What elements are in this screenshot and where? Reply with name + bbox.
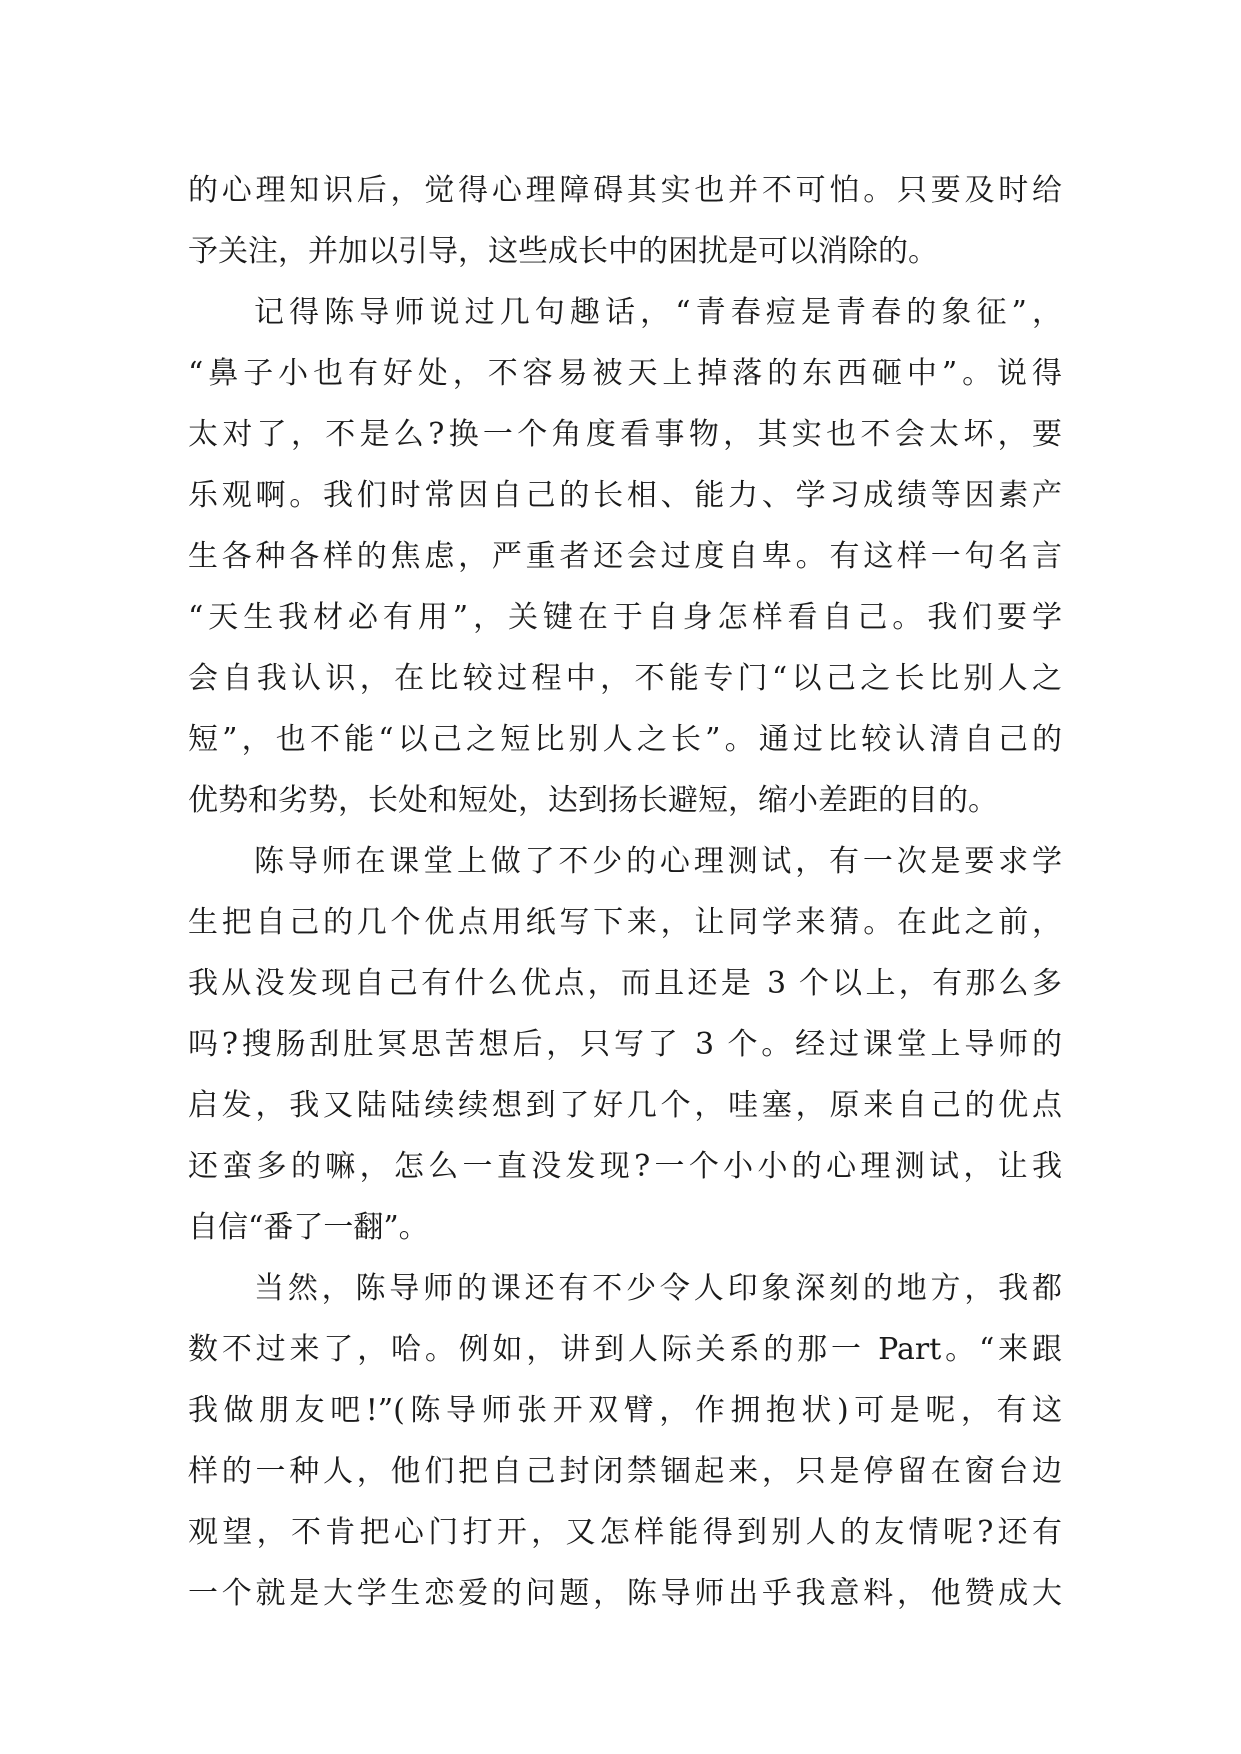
text-line: 优势和劣势，长处和短处，达到扬长避短，缩小差距的目的。	[188, 783, 998, 818]
text-line: 生各种各样的焦虑，严重者还会过度自卑。有这样一句名言	[188, 539, 1062, 574]
text-line: 乐观啊。我们时常因自己的长相、能力、学习成绩等因素产	[188, 478, 1062, 513]
text-line: 太对了，不是么?换一个角度看事物，其实也不会太坏，要	[188, 417, 1062, 452]
text-line: 会自我认识，在比较过程中，不能专门“以己之长比别人之	[188, 661, 1062, 696]
text-line: 样的一种人，他们把自己封闭禁锢起来，只是停留在窗台边	[188, 1454, 1062, 1489]
text-line: 生把自己的几个优点用纸写下来，让同学来猜。在此之前，	[188, 905, 1062, 940]
text-line: 还蛮多的嘛，怎么一直没发现?一个小小的心理测试，让我	[188, 1149, 1062, 1184]
text-line: 吗?搜肠刮肚冥思苦想后，只写了 3 个。经过课堂上导师的	[188, 1027, 1062, 1062]
text-line: 我做朋友吧!”(陈导师张开双臂，作拥抱状)可是呢，有这	[188, 1393, 1062, 1428]
text-line: 记得陈导师说过几句趣话，“青春痘是青春的象征”，	[254, 295, 1062, 330]
text-line: “天生我材必有用”，关键在于自身怎样看自己。我们要学	[188, 600, 1062, 635]
text-line: 启发，我又陆陆续续想到了好几个，哇塞，原来自己的优点	[188, 1088, 1062, 1123]
body-text	[188, 160, 1062, 1624]
text-line: 观望，不肯把心门打开，又怎样能得到别人的友情呢?还有	[188, 1515, 1062, 1550]
text-line: 我从没发现自己有什么优点，而且还是 3 个以上，有那么多	[188, 966, 1062, 1001]
text-line: 予关注，并加以引导，这些成长中的困扰是可以消除的。	[188, 234, 938, 269]
text-line: 自信“番了一翻”。	[188, 1210, 429, 1245]
text-line: 短”，也不能“以己之短比别人之长”。通过比较认清自己的	[188, 722, 1062, 757]
text-line: “鼻子小也有好处，不容易被天上掉落的东西砸中”。说得	[188, 356, 1062, 391]
text-line: 陈导师在课堂上做了不少的心理测试，有一次是要求学	[254, 844, 1062, 879]
text-line: 一个就是大学生恋爱的问题，陈导师出乎我意料，他赞成大	[188, 1576, 1062, 1611]
text-line: 的心理知识后，觉得心理障碍其实也并不可怕。只要及时给	[188, 173, 1062, 208]
text-line: 数不过来了，哈。例如，讲到人际关系的那一 Part。“来跟	[188, 1332, 1062, 1367]
text-line: 当然，陈导师的课还有不少令人印象深刻的地方，我都	[254, 1271, 1062, 1306]
